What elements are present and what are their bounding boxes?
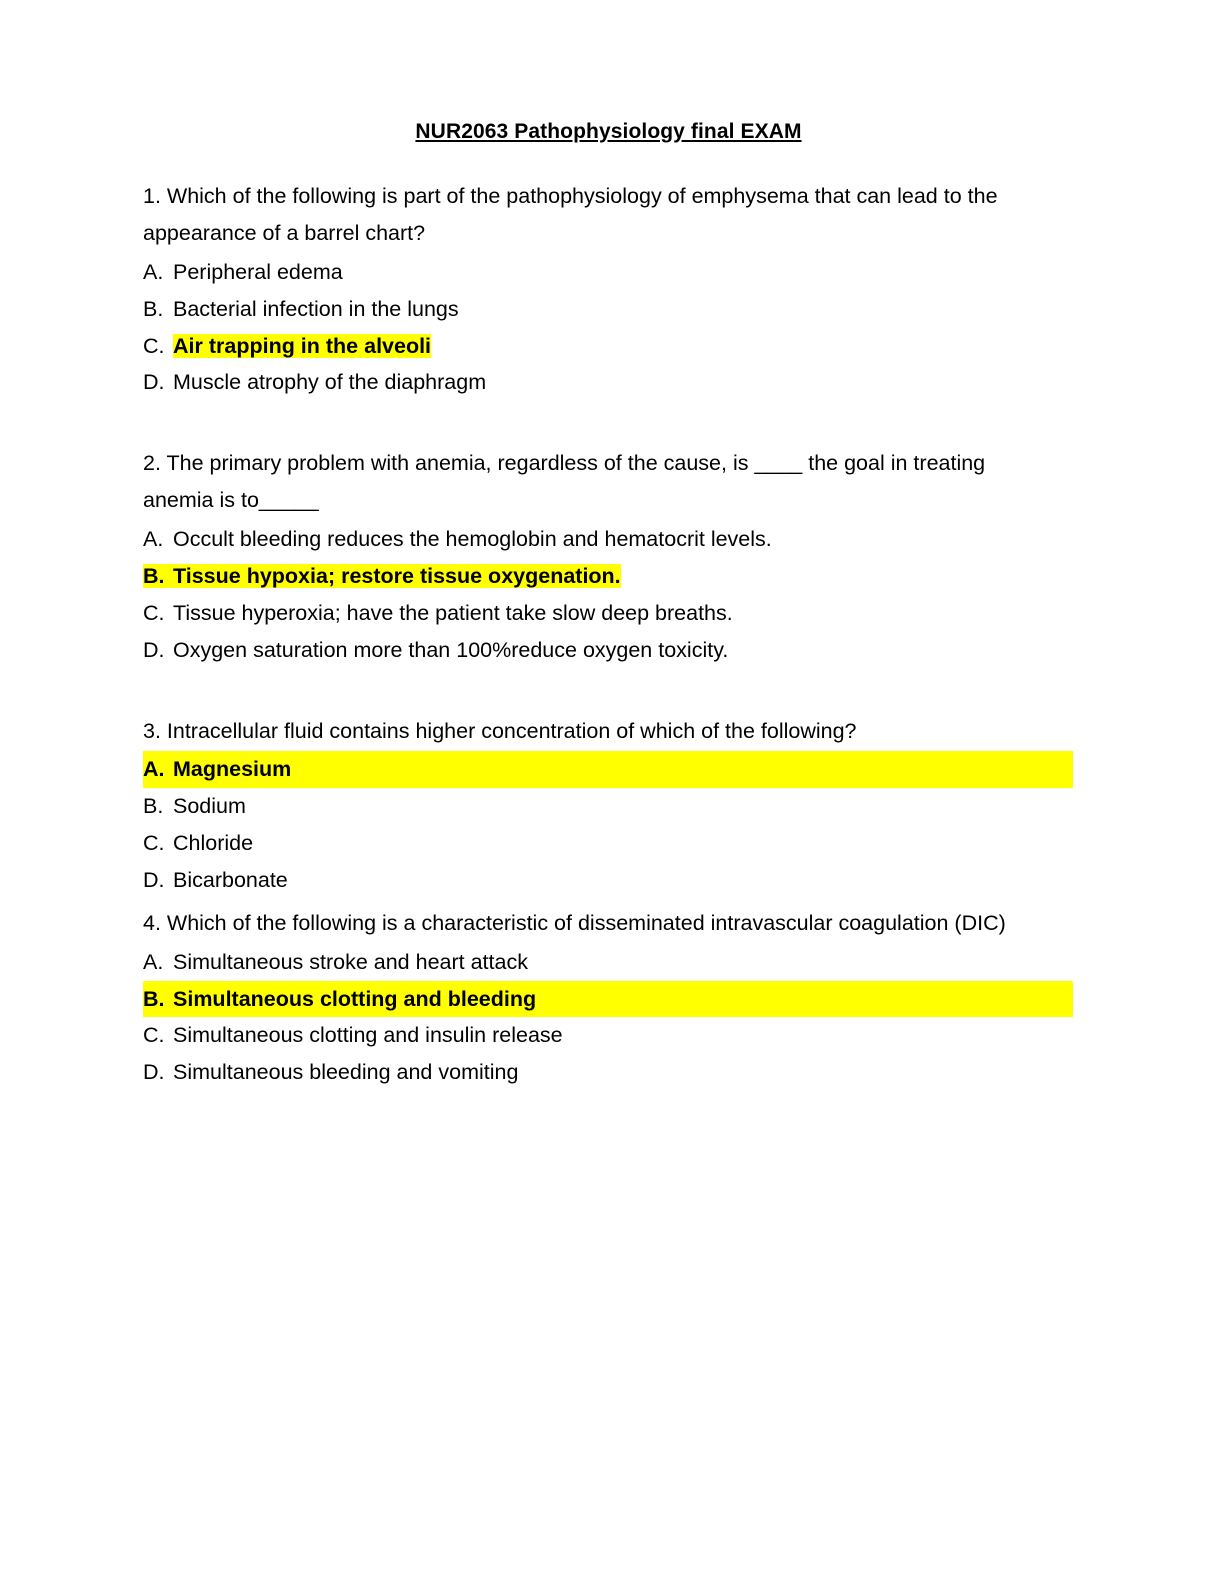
choice-text: Simultaneous stroke and heart attack: [173, 949, 528, 974]
answer-choice-highlighted[interactable]: [143, 981, 1073, 1018]
answer-choice[interactable]: [143, 944, 1074, 981]
choice-text: Simultaneous clotting and insulin release: [173, 1023, 563, 1048]
choice-text: Simultaneous clotting and bleeding: [173, 986, 537, 1011]
choice-text: Sodium: [173, 794, 246, 819]
answer-choice[interactable]: [143, 254, 1074, 291]
choice-text: Simultaneous bleeding and vomiting: [173, 1060, 519, 1085]
choice-label: A.: [143, 259, 164, 284]
answer-choice[interactable]: [143, 1054, 1074, 1091]
choice-label: D.: [143, 370, 165, 395]
choice-label: C.: [143, 831, 165, 856]
choice-text: Chloride: [173, 831, 254, 856]
answer-choice[interactable]: [143, 632, 1074, 669]
answer-choice[interactable]: [143, 595, 1074, 632]
answer-choice[interactable]: [143, 521, 1074, 558]
answer-choice[interactable]: [143, 364, 1074, 401]
answer-choice[interactable]: [143, 862, 1074, 899]
choice-text: Bacterial infection in the lungs: [173, 296, 459, 321]
answer-choice[interactable]: [143, 825, 1074, 862]
choice-label: A.: [143, 949, 164, 974]
question-text: 2. The primary problem with anemia, regardless of the cause, is ____ the goal in treating anemia is to_____: [143, 451, 986, 513]
question-block: [143, 713, 1074, 899]
choice-text: Magnesium: [173, 757, 292, 782]
answer-choice[interactable]: [143, 291, 1074, 328]
question-text: 3. Intracellular fluid contains higher concentration of which of the following?: [143, 718, 857, 743]
question-block: [143, 905, 1074, 1091]
question-block: [143, 178, 1074, 401]
answer-choice[interactable]: [143, 788, 1074, 825]
answer-choice-highlighted[interactable]: [143, 558, 1074, 595]
choice-label: B.: [143, 564, 165, 589]
choice-text: Occult bleeding reduces the hemoglobin and hematocrit levels.: [173, 527, 772, 552]
choice-label: B.: [143, 794, 164, 819]
spacer: [143, 401, 1074, 445]
page-title: NUR2063 Pathophysiology final EXAM: [415, 120, 802, 143]
choice-text: Air trapping in the alveoli: [173, 333, 432, 358]
choice-label: D.: [143, 867, 165, 892]
choice-label: B.: [143, 986, 165, 1011]
choice-label: A.: [143, 757, 165, 782]
choice-label: A.: [143, 527, 164, 552]
answer-choice-highlighted[interactable]: [143, 328, 1074, 365]
choice-label: C.: [143, 1023, 165, 1048]
choice-label: D.: [143, 1060, 165, 1085]
choice-label: B.: [143, 296, 164, 321]
choice-text: Oxygen saturation more than 100%reduce oxygen toxicity.: [173, 637, 729, 662]
question-text: 1. Which of the following is part of the pathophysiology of emphysema that can lead to the appearance of a barrel chart?: [143, 184, 998, 245]
question-text: 4. Which of the following is a characteristic of disseminated intravascular coagulation (DIC): [143, 910, 1006, 935]
question-block: [143, 445, 1074, 668]
answer-choice-highlighted[interactable]: [143, 751, 1073, 788]
answer-choice[interactable]: [143, 1017, 1074, 1054]
choice-text: Muscle atrophy of the diaphragm: [173, 370, 487, 395]
choice-text: Peripheral edema: [173, 259, 343, 284]
choice-label: D.: [143, 637, 165, 662]
choice-text: Bicarbonate: [173, 867, 288, 892]
spacer: [143, 669, 1074, 713]
choice-text: Tissue hyperoxia; have the patient take slow deep breaths.: [173, 600, 733, 625]
choice-text: Tissue hypoxia; restore tissue oxygenation.: [173, 564, 621, 589]
choice-label: C.: [143, 600, 165, 625]
choice-label: C.: [143, 333, 165, 358]
